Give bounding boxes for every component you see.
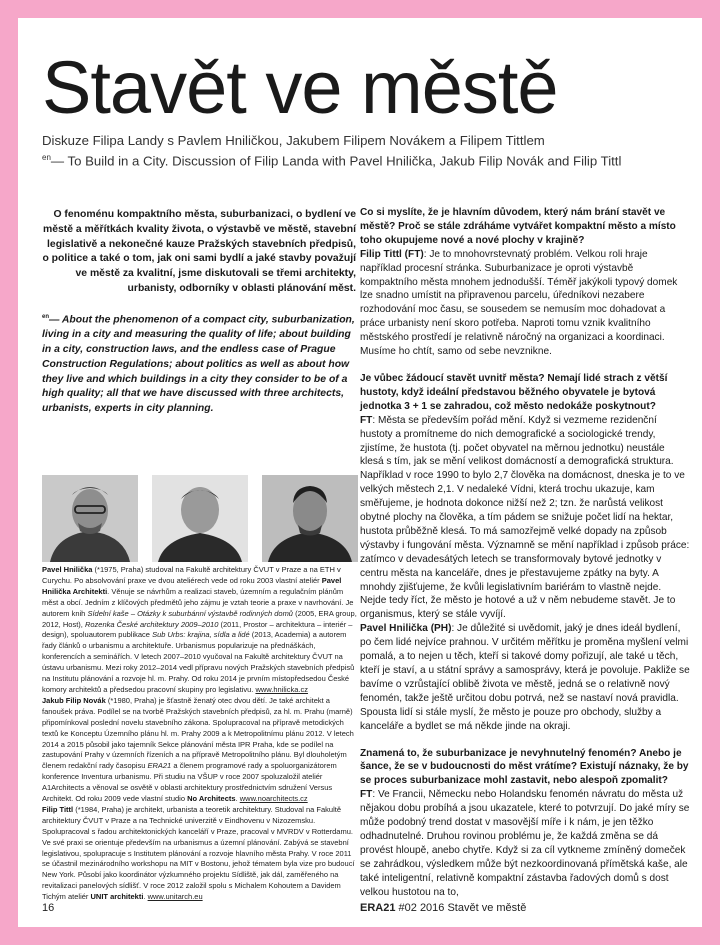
answer-3: Pavel Hnilička (PH): Je důležité si uvědomit, jaký je dnes ideál bydlení, po čem lidé nejvíce prahnou. V určitém měřítku je proměna myšlení velmi pomalá, a to nejen u těch, kteří si takové domy pořizují, ale také u těch, kteří je staví, a u státní správy a samosprávy, která je povoluje. Pakliže se bavíme o vzrůstající oblibě života ve městě, jedná se o relativně nový fenomén, takže ještě určitou dobu potrvá, než se nastaví nová pravidla. Spousta lidí si stále myslí, že město je pouze pro obchody, služby a kanceláře a bydlet se má někde jinde na okraji. <box>360 623 690 732</box>
en-tag: en <box>42 314 50 320</box>
subtitle-cs: Diskuze Filipa Landy s Pavlem Hniličkou, Jakubem Filipem Novákem a Filipem Tittlem <box>42 133 545 148</box>
link-unitarch[interactable]: www.unitarch.eu <box>147 892 203 902</box>
bio-name: Jakub Filip Novák <box>42 695 106 705</box>
interview-column <box>360 206 690 900</box>
bio-firm: No Architects <box>187 794 236 804</box>
bio-firm: Pavel Hnilička Architekti <box>42 575 342 596</box>
subtitle-en: $^{en}$— To Build in a City. Discussion of Filip Landa with Pavel Hnilička, Jakub Filip Novák and Filip Tittl <box>42 153 622 169</box>
en-tag: en <box>42 153 51 162</box>
question-3: Znamená to, že suburbanizace je nevyhnutelný fenomén? Anebo je šance, že se v budoucnosti do měst vrátíme? Existují náznaky, že by se proces suburbanizace mohl zastavit, nebo alespoň zpomalit? <box>360 747 689 787</box>
author-photos <box>42 475 358 562</box>
portrait-2-image <box>152 475 248 562</box>
portrait-3-image <box>262 475 358 562</box>
bio-jakub-filip-novak: Jakub Filip Novák (*1980, Praha) je šťastně ženatý otec dvou dětí. Je také architekt a fanoušek práva. Podílel se na tvorbě Pražských stavebních předpisů, za hl. m. Prahu (marně) připomínkoval poslední novelu stavebního zákona. Spolupracoval na přípravě metodických textů ke Konceptu Územního plánu hl. m. Prahy 2009 a k Metropolitnímu plánu 2012. V letech 2014 a 2015 působil jako tajemník Sekce plánování města IPR Praha, kde se podílel na zastupování Prahy v územních řízeních a na přípravě Metropolitního plánu. Byl dlouholetým členem redakční rady časopisu ERA21 a členem programové rady a spoluorganizátorem konference Inventura urbanismu. Při studiu na VŠUP v roce 2007 spoluzaložil ateliér A1Architects a věnoval se osvětě v oblasti architektury prostřednictvím sdružení Versus Architekt. Od roku 2009 vede vlastní studio No Architects. www.noarchitects.cz <box>42 695 354 804</box>
subtitle <box>42 132 692 169</box>
bio-filip-tittl: Filip Tittl (*1984, Praha) je architekt, urbanista a teoretik architektury. Studoval na Fakultě architektury ČVUT v Praze a na Technické univerzitě v Eindhovenu v Nizozemsku. Spolupracoval s řadou architektonických kanceláří v Praze, pracoval v MVRDV v Rotterdamu. Ve své praxi se orientuje především na urbanismus a územní plánování. Zabývá se stavební legislativou, spolupracuje s Institutem plánování a rozvoje hlavního města Prahy. V roce 2011 se účastnil mezinárodního workshopu na MIT v Bostonu, jehož tématem byla vize pro budoucí New York. Působí jako koordinátor výzkumného projektu Sídliště, jak dál, zaměřeného na revitalizaci panelových sídlišť. V roce 2012 založil spolu s Michalem Kohoutem a Davidem Tichým ateliér UNIT architekti. www.unitarch.eu <box>42 804 355 902</box>
intro-cs: O fenoménu kompaktního města, suburbanizaci, o bydlení ve městě a měřítkách kvality života, o výstavbě ve městě, stavební legislativě a nekonečné kauze Pražských stavebních předpisů, o politice a také o tom, jak oni sami bydlí a jaké stavby považují ve městě za kvalitní, jsme diskutovali se třemi architekty, urbanisty, odborníky v oblasti plánování měst. <box>42 209 356 294</box>
article-title: Stavět ve městě <box>42 46 558 129</box>
question-1: Co si myslíte, že je hlavním důvodem, který nám brání stavět ve městě? Proč se stále zdráháme vytvářet kompaktní město a místo toho okupujeme nové a nové plochy v krajině? <box>360 207 676 246</box>
answer-4: FT: Ve Francii, Německu nebo Holandsku fenomén návratu do města už nějakou dobu probíhá a jsou ukazatele, které to potvrzují. Do jaké míry se může podobný trend dostat v masovější míře i k nám, je jen těžko odhadnutelné. Druhou rovinou problému je, že každá změna se dá provést hloupě, anebo chytře. Když si za cíl vytkneme zmíněný domeček se zahrádkou, výsledkem může být nezkoordinovaná přímětská kaše, ale také inteligentní, relativně kompaktní zástavba řadových domů s dost velkou hustotou na to, <box>360 789 690 898</box>
portrait-1-image <box>42 475 138 562</box>
answer-1: Filip Tittl (FT): Je to mnohovrstevnatý problém. Velkou roli hraje například procesní stránka. Suburbanizace je oproti výstavbě kompaktního města mnohem jednodušší. Téměř jakýkoli typový domek lze snadno umístit na připravenou parcelu, úředníkovi nezabere rozhodování moc času, se sousedem se nemusím moc dohadovat a práce urbanisty není skoro potřeba. Naproti tomu vznik kvalitního městského prostředí je relativně náročný na organizaci a koordinaci. Musíme ho chtít, samo od sebe nevznikne. <box>360 248 678 358</box>
intro-en: $^{en}$— About the phenomenon of a compact city, suburbanization, living in a city and measuring the quality of life; about building in a city, construction laws, and the endless case of Prague Construction Regulations; about politics as well as about how they live and which buildings in a city they consider to be of a high quality; all that we have discussed with three architects, urbanists, experts in city planning. <box>42 314 355 415</box>
author-bios <box>42 565 360 903</box>
link-hnilicka[interactable]: www.hnilicka.cz <box>255 684 308 694</box>
page <box>18 18 702 927</box>
link-noarchitects[interactable]: www.noarchitects.cz <box>239 794 308 804</box>
portrait-filip-tittl <box>262 475 358 562</box>
bio-firm: UNIT architekti <box>90 892 144 902</box>
portrait-jakub-filip-novak <box>152 475 248 562</box>
portrait-pavel-hnilicka <box>42 475 138 562</box>
bio-name: Filip Tittl <box>42 804 74 814</box>
running-footer: ERA21 #02 2016 Stavět ve městě <box>360 902 527 914</box>
bio-pavel-hnilicka: Pavel Hnilička (*1975, Praha) studoval na Fakultě architektury ČVUT v Praze a na ETH v Curychu. Po absolvování praxe ve dvou ateliérech vede od roku 2003 vlastní ateliér Pavel Hnilička Architekti. Věnuje se návrhům a realizaci staveb, územním a regulačním plánům měst a obcí. Jedním z klíčových předmětů jeho zájmu je vztah teorie a praxe v navrhování. Je autorem knih Sídelní kaše – Otázky k suburbánní výstavbě rodinných domů (2005, ERA group, 2012, Host), Rozenka České architektury 2009–2010 (2011, Prostor – architektura – interiér – design), spoluautorem publikace Sub Urbs: krajina, sídla a lidé (2013, Academia) a autorem řady článků o urbanismu a architektuře. Urbanismus popularizuje na přednáškách, konferencích a seminářích. V letech 2007–2010 vyučoval na Fakultě architektury ČVUT na ústavu urbanismu. Mezi roky 2012–2014 vedl přípravu nových Pražských stavebních předpisů na Institutu plánování a rozvoje hl. m. Prahy. Od roku 2014 je prvním místopředsedou České komory architektů a předsedou pracovní skupiny pro legislativu. www.hnilicka.cz <box>42 565 357 694</box>
answer-2: FT: Města se především pořád mění. Když si vezmeme rezidenční hustoty a promítneme do nich demografické a sociologické trendy, zjistíme, že hustota (tj. počet obyvatel na měrnou jednotku) neustále klesá s tím, jak se mění velikost domácností a demografická struktura. Například v roce 1990 to bylo 2,7 člověka na domácnost, dneska je to ve velkých městech 2,1. V nedaleké Vídni, která trochu ukazuje, kam směřujeme, je hodnota dokonce nižší než 2; tzn. že narůstá velikost obytné plochy na člověka, a tím pádem se snižuje počet lidí na hektar, hustota průběžně klesá. To má samozřejmě velké dopady na způsob výstavby i fungování města. Významně se mění například i způsob práce: zatímco v devadesátých letech se transformovaly bytové jednotky v centru města na kanceláře, dnes je přestavujeme zpátky na byty. A mnohdy zjišťujeme, že kvůli legislativním bariérám to vlastně nejde. Nejde tedy říct, že město je hotové a už v něm nebudeme stavět. Je to organismus, který se stále vyvíjí. <box>360 414 690 621</box>
page-number: 16 <box>42 902 55 914</box>
question-2: Je vůbec žádoucí stavět uvnitř města? Nemají lidé strach z větší hustoty, když ideální představou běžného obyvatele je bytová jednotka 3 + 1 se zahradou, což město nedokáže poskytnout? <box>360 372 668 412</box>
bio-name: Pavel Hnilička <box>42 565 93 574</box>
